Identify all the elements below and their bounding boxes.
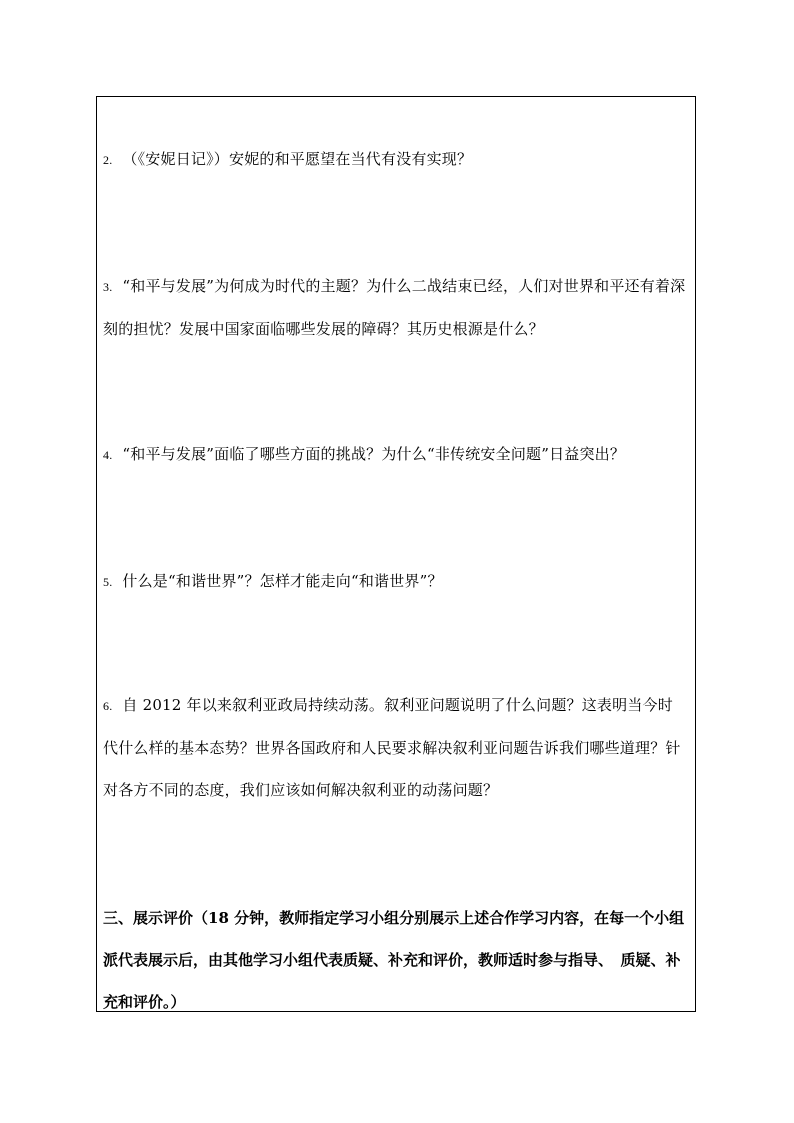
question-number: 2. xyxy=(103,153,113,167)
worksheet-table-cell xyxy=(96,96,696,1012)
question-text: “和平与发展”面临了哪些方面的挑战？为什么“非传统安全问题”日益突出？ xyxy=(122,445,626,463)
question-text: “和平与发展”为何成为时代的主题？为什么二战结束已经，人们对世界和平还有着深刻的担忧？发展中国家面临哪些发展的障碍？其历史根源是什么？ xyxy=(103,277,686,338)
question-text: 什么是“和谐世界”？怎样才能走向“和谐世界”？ xyxy=(122,572,443,590)
question-number: 5. xyxy=(103,575,113,589)
question-text: （《安妮日记》）安妮的和平愿望在当代有没有实现？ xyxy=(122,150,473,168)
question-4 xyxy=(103,433,687,476)
question-number: 6. xyxy=(103,699,113,713)
question-3 xyxy=(103,265,687,350)
question-2 xyxy=(103,138,687,181)
question-text: 自 2012 年以来叙利亚政局持续动荡。叙利亚问题说明了什么问题？这表明当今时代什么样的基本态势？世界各国政府和人民要求解决叙利亚问题告诉我们哪些道理？针对各方不同的态度，我们应该如何解决叙利亚的动荡问题？ xyxy=(103,696,681,799)
question-number: 4. xyxy=(103,448,113,462)
section-heading-presentation: 三、展示评价（18 分钟，教师指定学习小组分别展示上述合作学习内容，在每一个小组派代表展示后，由其他学习小组代表质疑、补充和评价，教师适时参与指导、 质疑、补充和评价。） xyxy=(103,909,685,1011)
question-6 xyxy=(103,684,687,811)
question-number: 3. xyxy=(103,280,113,294)
question-5 xyxy=(103,560,687,603)
